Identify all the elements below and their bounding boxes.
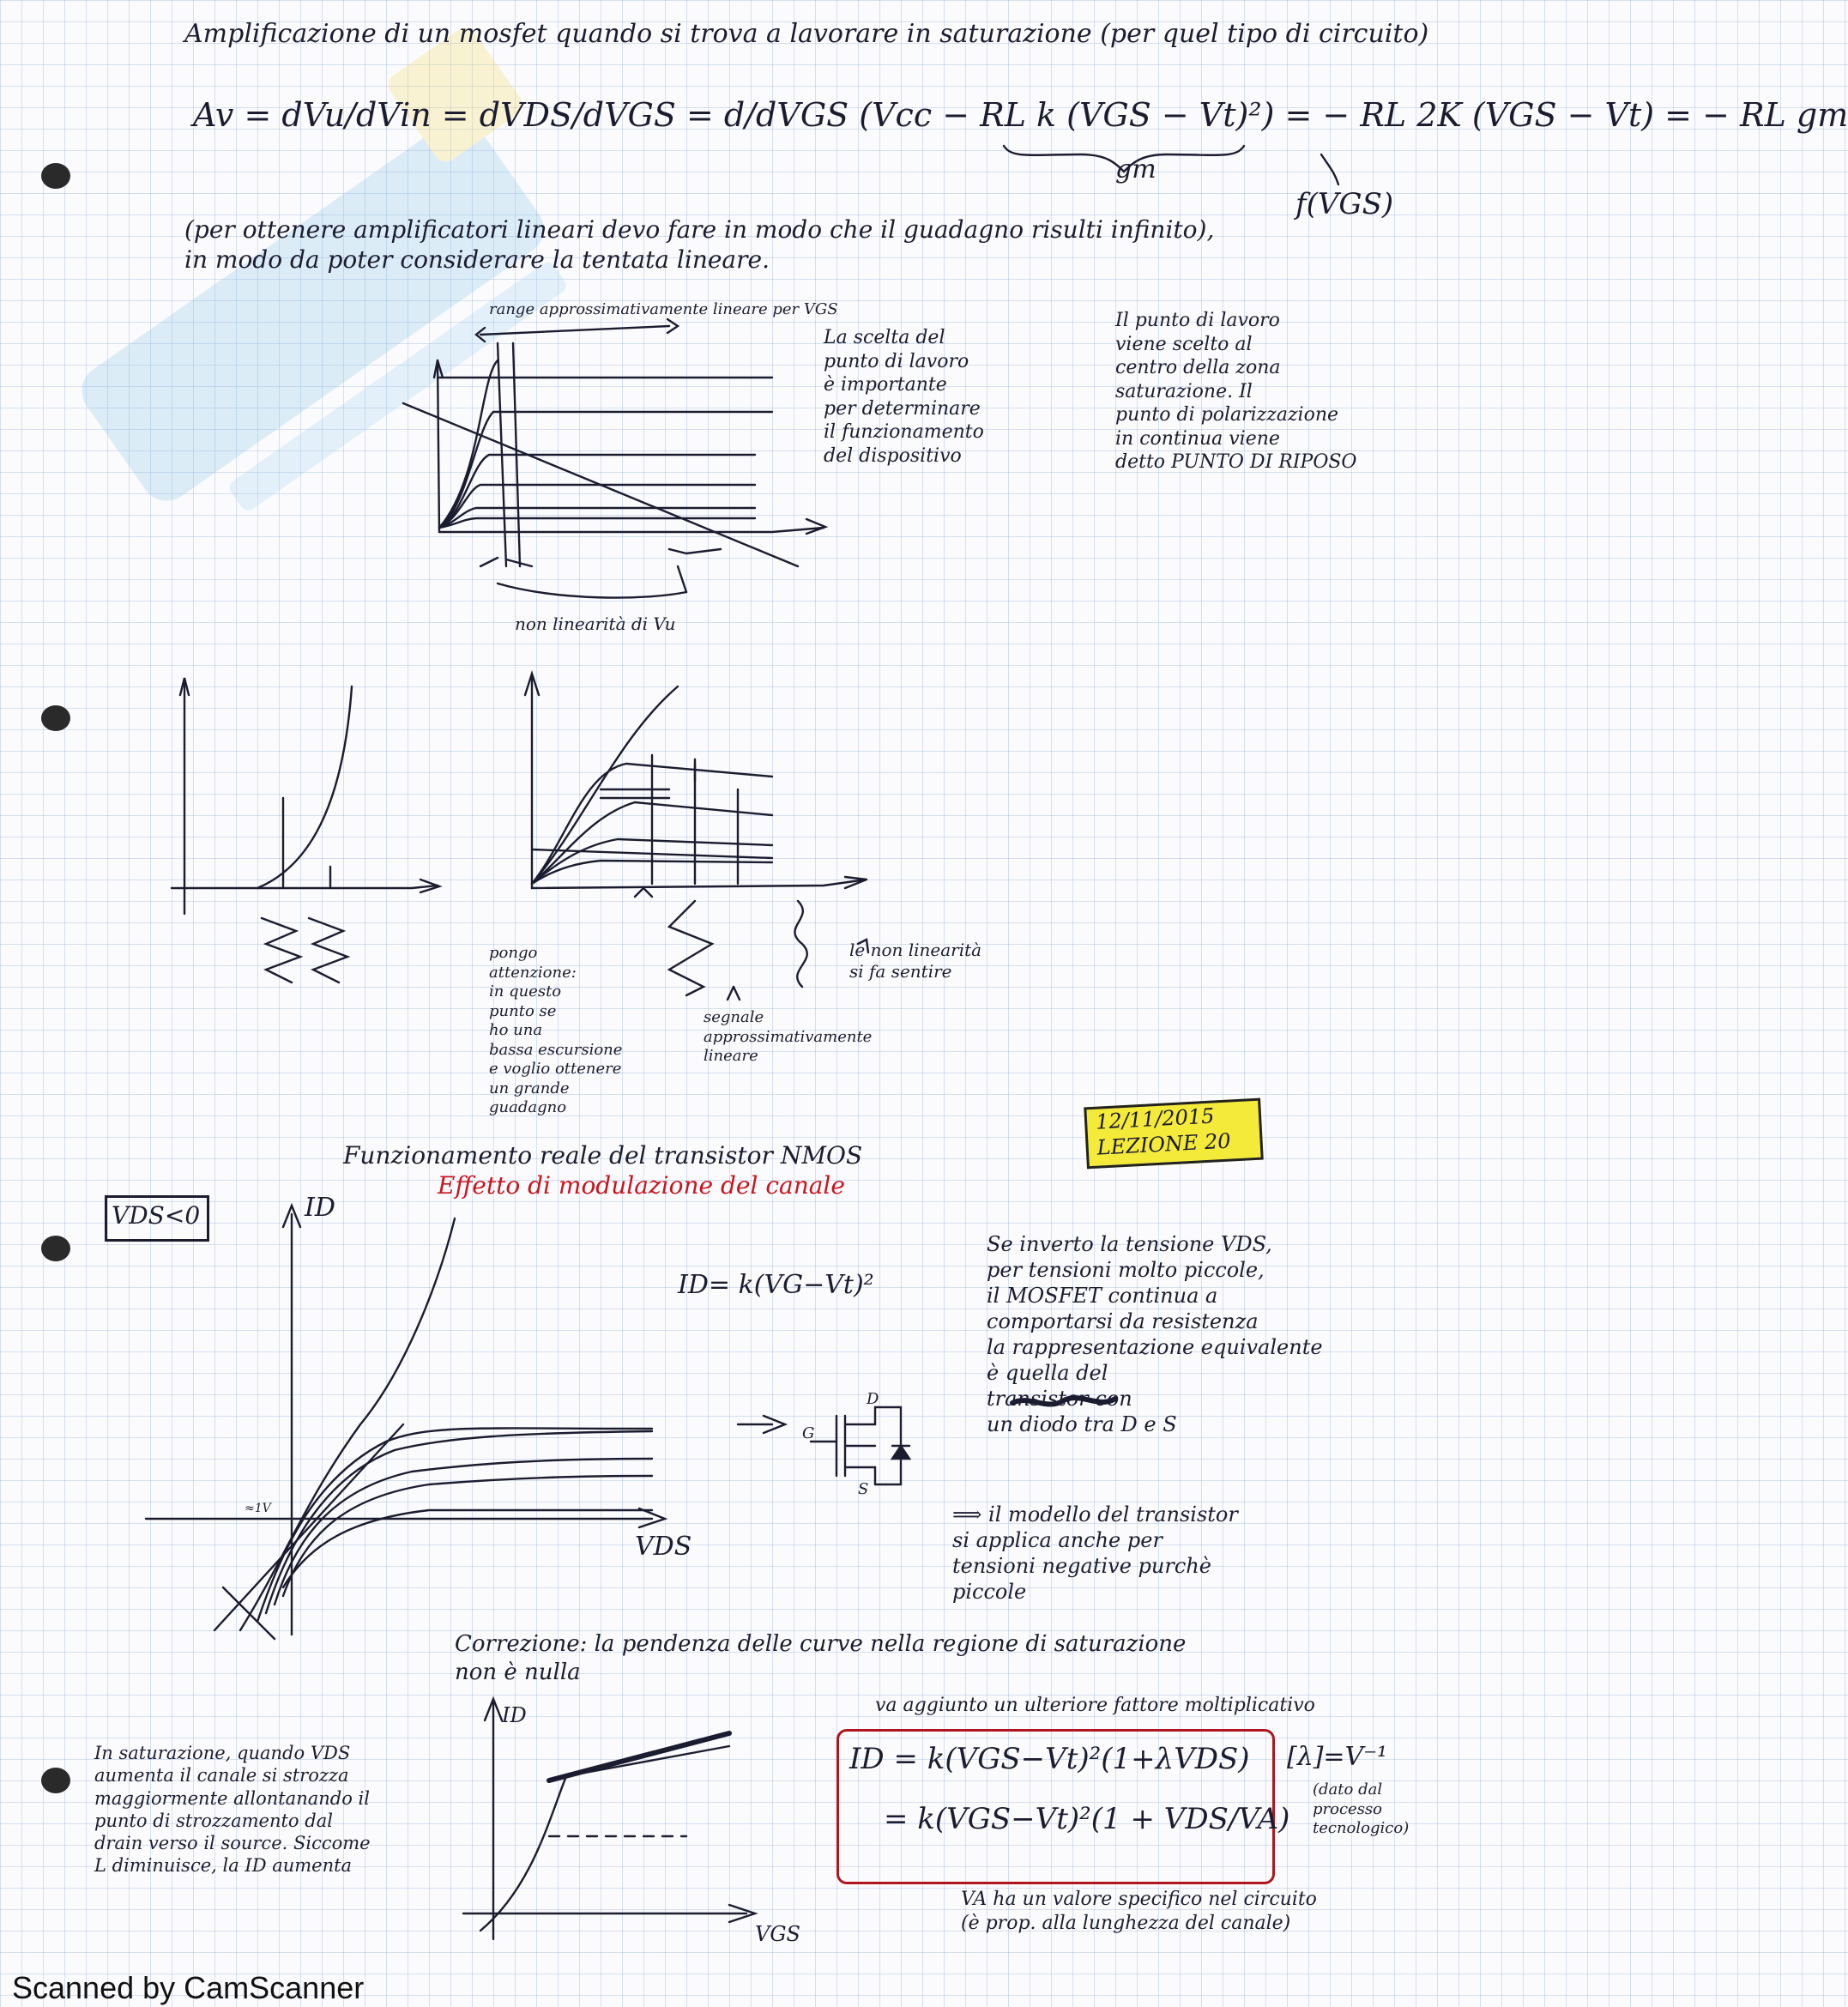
- axis-vgs-label: VGS: [755, 1922, 800, 1946]
- section-title: Funzionamento reale del transistor NMOS: [343, 1141, 863, 1170]
- output-characteristics-graph-1: [403, 319, 825, 598]
- f-vgs-label: f(VGS): [1295, 187, 1394, 221]
- mosfet-diode-symbol: [811, 1407, 909, 1484]
- note-nonlinear: le non linearità si fa sentire: [849, 940, 982, 982]
- note-multiplicative-factor: va aggiunto un ulteriore fattore moltiplicativo: [875, 1695, 1315, 1716]
- nonlinear-vu-label: non linearità di Vu: [515, 614, 676, 634]
- note-rest-point: Il punto di lavoro viene scelto al centro della zona saturazione. Il punto di polarizzazione in continua viene detto PUNTO DI RIPOSO: [1115, 310, 1357, 473]
- lambda-unit: [λ]=V⁻¹: [1287, 1742, 1388, 1772]
- formula-id: ID= k(VG−Vt)²: [678, 1270, 874, 1300]
- note-poor-point: pongo attenzione: in questo punto se ho una bassa escursione e voglio ottenere un grande guadagno: [489, 944, 623, 1116]
- vds-condition: VDS<0: [112, 1201, 201, 1230]
- note-saturation: In saturazione, quando VDS aumenta il canale si strozza maggiormente allontanando il punto di strozzamento dal drain verso il source. Siccome L diminuisce, la ID aumenta: [94, 1743, 371, 1877]
- note-work-point: La scelta del punto di lavoro è importante per determinare il funzionamento del dispositivo: [824, 327, 984, 467]
- note-linear-amplifier: (per ottenere amplificatori lineari devo fare in modo che il guadagno risulti infinito), in modo da poter considerare la tentata lineare.: [184, 215, 1215, 274]
- boxed-formula-line1: ID = k(VGS−Vt)²(1+λVDS): [849, 1742, 1250, 1776]
- section-subtitle: Effetto di modulazione del canale: [438, 1171, 845, 1200]
- lesson-date: 12/11/2015: [1095, 1103, 1216, 1134]
- page-title: Amplificazione di un mosfet quando si trova a lavorare in saturazione (per quel tipo di circuito): [184, 19, 1429, 49]
- lesson-number: LEZIONE 20: [1096, 1128, 1232, 1160]
- mosfet-gate-label: G: [802, 1424, 815, 1442]
- axis-vds-label: VDS: [635, 1532, 692, 1562]
- correction-note: Correzione: la pendenza delle curve nella regione di saturazione non è nulla: [455, 1631, 1187, 1685]
- mosfet-drain-label: D: [867, 1390, 879, 1408]
- gain-formula: Av = dVu/dVin = dVDS/dVGS = d/dVGS (Vcc − RL k (VGS − Vt)²) = − RL 2K (VGS − Vt) = − RL gm: [193, 96, 1848, 134]
- small-voltage-label: ≈1V: [245, 1502, 271, 1515]
- transfer-characteristic-graph: [172, 678, 439, 982]
- lambda-note: (dato dal processo tecnologico): [1313, 1780, 1410, 1837]
- boxed-formula-line2: = k(VGS−Vt)²(1 + VDS/VA): [884, 1802, 1290, 1836]
- scanner-footer: Scanned by CamScanner: [12, 1970, 365, 2005]
- range-linear-label: range approssimativamente lineare per VGS: [489, 300, 838, 318]
- note-model: ⟹ il modello del transistor si applica anche per tensioni negative purchè piccole: [952, 1502, 1238, 1604]
- mosfet-source-label: S: [858, 1480, 869, 1498]
- axis-id-label: ID: [305, 1193, 335, 1223]
- gm-label: gm: [1115, 154, 1157, 184]
- lesson-date-badge: [1084, 1098, 1263, 1170]
- note-linear-signal: segnale approssimativamente lineare: [704, 1008, 873, 1065]
- note-reverse-vds: Se inverto la tensione VDS, per tensioni molto piccole, il MOSFET continua a comportarsi da resistenza la rappresentazione equivalente è quella del transistor con un diodo tra D e S: [987, 1232, 1323, 1436]
- saturation-slope-graph: [463, 1699, 755, 1939]
- va-note: VA ha un valore specifico nel circuito (è prop. alla lunghezza del canale): [961, 1889, 1317, 1934]
- axis-id-label-2: ID: [502, 1703, 527, 1727]
